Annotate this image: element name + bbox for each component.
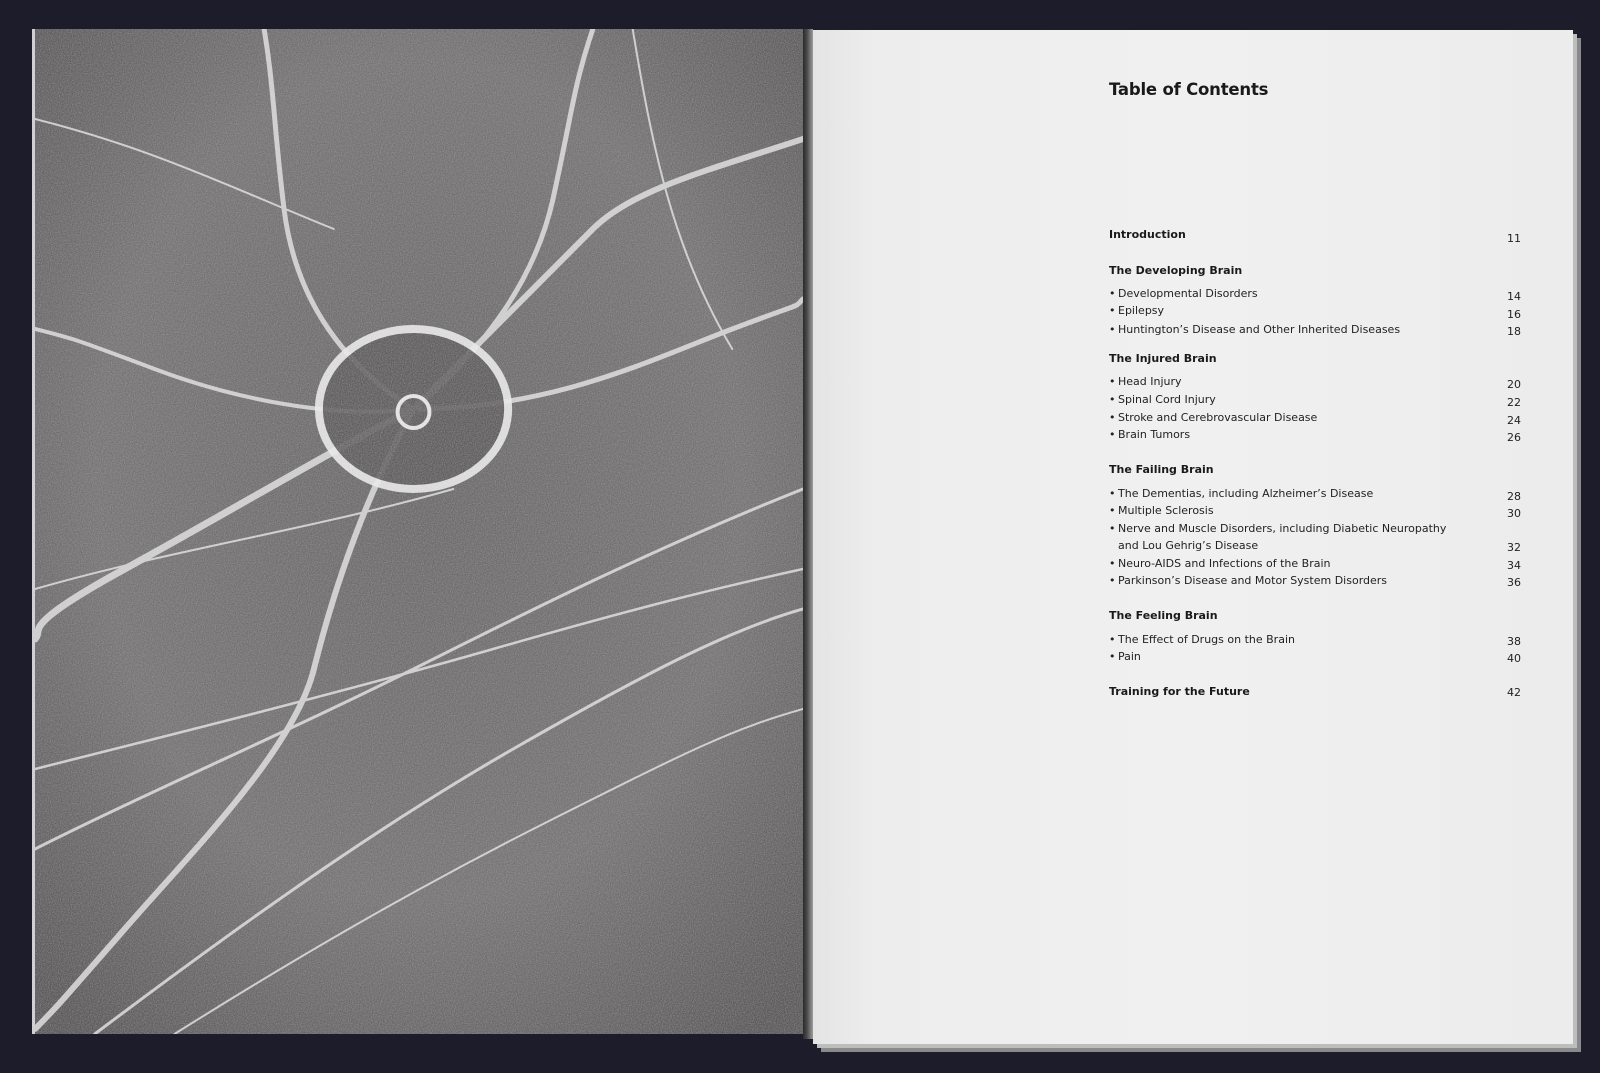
toc-page-number: 38 (1507, 635, 1521, 648)
toc-item: • Parkinson’s Disease and Motor System Disorders 36 (1109, 574, 1521, 589)
toc-section-label: Introduction (1109, 228, 1186, 241)
toc-page-number: 18 (1507, 325, 1521, 338)
toc-page-number: 28 (1507, 490, 1521, 503)
toc-page-number: 42 (1507, 686, 1521, 699)
toc-section-heading: The Injured Brain (1109, 352, 1217, 365)
toc-item: • Developmental Disorders 14 (1109, 287, 1521, 303)
left-page-photo (32, 29, 803, 1034)
toc-page-number: 20 (1507, 378, 1521, 391)
toc-item: • Head Injury 20 (1109, 375, 1521, 391)
toc-item: • The Dementias, including Alzheimer’s Disease 28 (1109, 487, 1521, 503)
neuron-micrograph-icon (35, 29, 803, 1034)
toc-item: • Pain 40 (1109, 650, 1521, 665)
toc-item-continuation: and Lou Gehrig’s Disease 32 (1118, 539, 1521, 554)
toc-item: • The Effect of Drugs on the Brain 38 (1109, 633, 1521, 648)
toc-section-label: Training for the Future (1109, 685, 1250, 698)
toc-item: • Neuro-AIDS and Infections of the Brain 34 (1109, 557, 1521, 572)
table-of-contents (1109, 80, 1521, 699)
toc-title: Table of Contents (1109, 80, 1269, 99)
toc-item: • Stroke and Cerebrovascular Disease 24 (1109, 411, 1521, 427)
toc-item: • Multiple Sclerosis 30 (1109, 504, 1521, 520)
toc-item: • Huntington’s Disease and Other Inherited Diseases 18 (1109, 323, 1521, 338)
toc-page-number: 24 (1507, 414, 1521, 427)
toc-item: • Spinal Cord Injury 22 (1109, 393, 1521, 409)
toc-page-number: 14 (1507, 290, 1521, 303)
toc-page-number: 11 (1507, 232, 1521, 245)
toc-section-closing (1109, 685, 1521, 698)
toc-section-heading: The Feeling Brain (1109, 609, 1218, 622)
toc-page-number: 30 (1507, 507, 1521, 520)
toc-page-number: 26 (1507, 431, 1521, 444)
toc-section-heading: The Developing Brain (1109, 264, 1243, 277)
toc-page-number: 32 (1507, 541, 1521, 554)
book-gutter (803, 29, 813, 1039)
right-page (813, 30, 1573, 1044)
toc-section-introduction (1109, 228, 1521, 245)
toc-item: • Nerve and Muscle Disorders, including Diabetic Neuropathy (1109, 522, 1447, 535)
toc-page-number: 16 (1507, 308, 1521, 321)
toc-page-number: 36 (1507, 576, 1521, 589)
toc-item: • Brain Tumors 26 (1109, 428, 1521, 444)
toc-page-number: 22 (1507, 396, 1521, 409)
book-spread (32, 29, 1568, 1045)
toc-page-number: 34 (1507, 559, 1521, 572)
toc-item: • Epilepsy 16 (1109, 304, 1521, 321)
toc-page-number: 40 (1507, 652, 1521, 665)
toc-section-heading: The Failing Brain (1109, 463, 1214, 476)
